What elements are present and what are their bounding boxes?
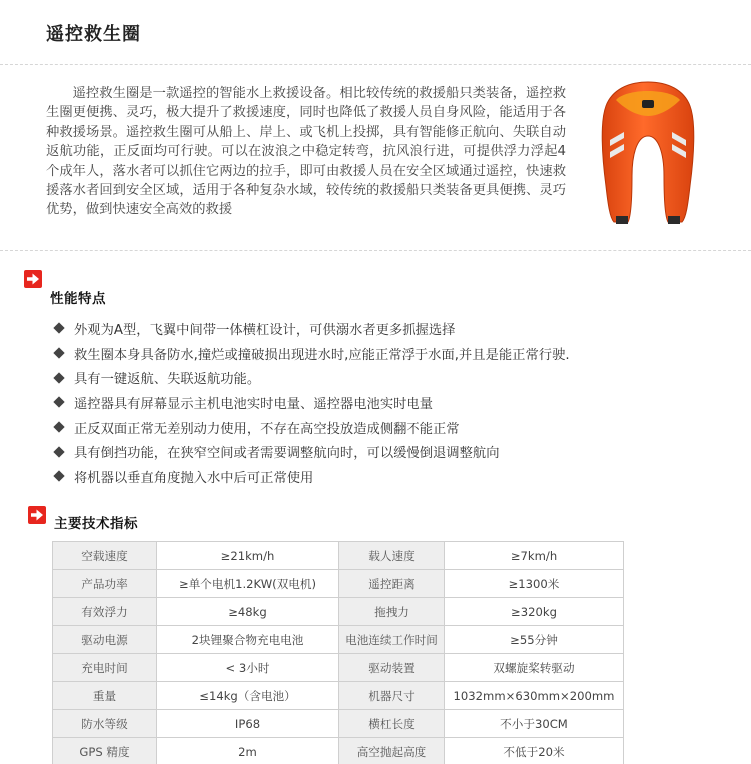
spec-label: 驱动装置: [339, 654, 445, 682]
spec-label: 空载速度: [53, 542, 157, 570]
table-row: [53, 626, 624, 654]
features-section-header: [24, 270, 106, 307]
diamond-bullet-icon: [53, 397, 64, 408]
spec-value: IP68: [157, 710, 339, 738]
spec-value: 1032mm×630mm×200mm: [445, 682, 624, 710]
features-heading: 性能特点: [50, 291, 106, 307]
spec-label: 遥控距离: [339, 570, 445, 598]
spec-label: 防水等级: [53, 710, 157, 738]
table-row: [53, 654, 624, 682]
diamond-bullet-icon: [53, 347, 64, 358]
spec-value: ≥1300米: [445, 570, 624, 598]
spec-value: ≥48kg: [157, 598, 339, 626]
spec-label: 电池连续工作时间: [339, 626, 445, 654]
table-row: [53, 682, 624, 710]
specs-table: [52, 541, 624, 764]
spec-label: 充电时间: [53, 654, 157, 682]
page-title: 遥控救生圈: [46, 24, 141, 45]
specs-heading: 主要技术指标: [54, 516, 138, 532]
list-item: 具有一键返航、失联返航功能。: [54, 365, 570, 390]
table-row: [53, 542, 624, 570]
list-item: 遥控器具有屏幕显示主机电池实时电量、遥控器电池实时电量: [54, 390, 570, 415]
table-row: [53, 598, 624, 626]
spec-label: GPS 精度: [53, 738, 157, 764]
spec-value: ≥55分钟: [445, 626, 624, 654]
intro-paragraph: 遥控救生圈是一款遥控的智能水上救援设备。相比较传统的救援船只类装备，遥控救生圈更便携、灵巧，极大提升了救援速度，同时也降低了救援人员自身风险，能适用于各种救援场景。遥控救生圈可从船上、岸上、或飞机上投掷，具有智能修正航向、失联自动返航功能，正反面均可行驶。可以在波浪之中稳定转弯，抗风浪行进，可提供浮力浮起4个成年人，落水者可以抓住它两边的拉手，即可由救援人员在安全区域通过遥控，快速救援落水者回到安全区域，适用于各种复杂水域，较传统的救援船只类装备更具便携、灵巧优势，做到快速安全高效的救援: [46, 86, 566, 218]
features-list: [54, 316, 570, 489]
list-item: 救生圈本身具备防水,撞烂或撞破损出现进水时,应能正常浮于水面,并且是能正常行驶.: [54, 341, 570, 366]
spec-label: 机器尺寸: [339, 682, 445, 710]
spec-value: 双螺旋桨转驱动: [445, 654, 624, 682]
list-item: 将机器以垂直角度抛入水中后可正常使用: [54, 464, 570, 489]
spec-label: 载人速度: [339, 542, 445, 570]
spec-value: ≤14kg（含电池）: [157, 682, 339, 710]
diamond-bullet-icon: [53, 421, 64, 432]
spec-value: ≥单个电机1.2KW(双电机): [157, 570, 339, 598]
diamond-bullet-icon: [53, 372, 64, 383]
spec-label: 产品功率: [53, 570, 157, 598]
diamond-bullet-icon: [53, 323, 64, 334]
list-item: 正反双面正常无差别动力使用，不存在高空投放造成侧翻不能正常: [54, 415, 570, 440]
spec-label: 重量: [53, 682, 157, 710]
divider-middle: [0, 250, 751, 251]
spec-label: 有效浮力: [53, 598, 157, 626]
spec-label: 横杠长度: [339, 710, 445, 738]
arrow-right-icon: [28, 506, 46, 524]
specs-section-header: [28, 506, 138, 532]
spec-value: 2块锂聚合物充电电池: [157, 626, 339, 654]
spec-value: 2m: [157, 738, 339, 764]
spec-value: ≥7km/h: [445, 542, 624, 570]
spec-value: < 3小时: [157, 654, 339, 682]
diamond-bullet-icon: [53, 446, 64, 457]
spec-value: 不低于20米: [445, 738, 624, 764]
spec-label: 驱动电源: [53, 626, 157, 654]
rescue-buoy-image: [598, 76, 698, 228]
table-row: [53, 570, 624, 598]
spec-label: 拖拽力: [339, 598, 445, 626]
divider-top: [0, 64, 751, 65]
list-item: 具有倒挡功能，在狭窄空间或者需要调整航向时，可以缓慢倒退调整航向: [54, 439, 570, 464]
spec-value: ≥320kg: [445, 598, 624, 626]
table-row: [53, 738, 624, 764]
arrow-right-icon: [24, 270, 42, 288]
spec-value: 不小于30CM: [445, 710, 624, 738]
list-item: 外观为A型，飞翼中间带一体横杠设计，可供溺水者更多抓握选择: [54, 316, 570, 341]
spec-value: ≥21km/h: [157, 542, 339, 570]
spec-label: 高空抛起高度: [339, 738, 445, 764]
diamond-bullet-icon: [53, 471, 64, 482]
table-row: [53, 710, 624, 738]
